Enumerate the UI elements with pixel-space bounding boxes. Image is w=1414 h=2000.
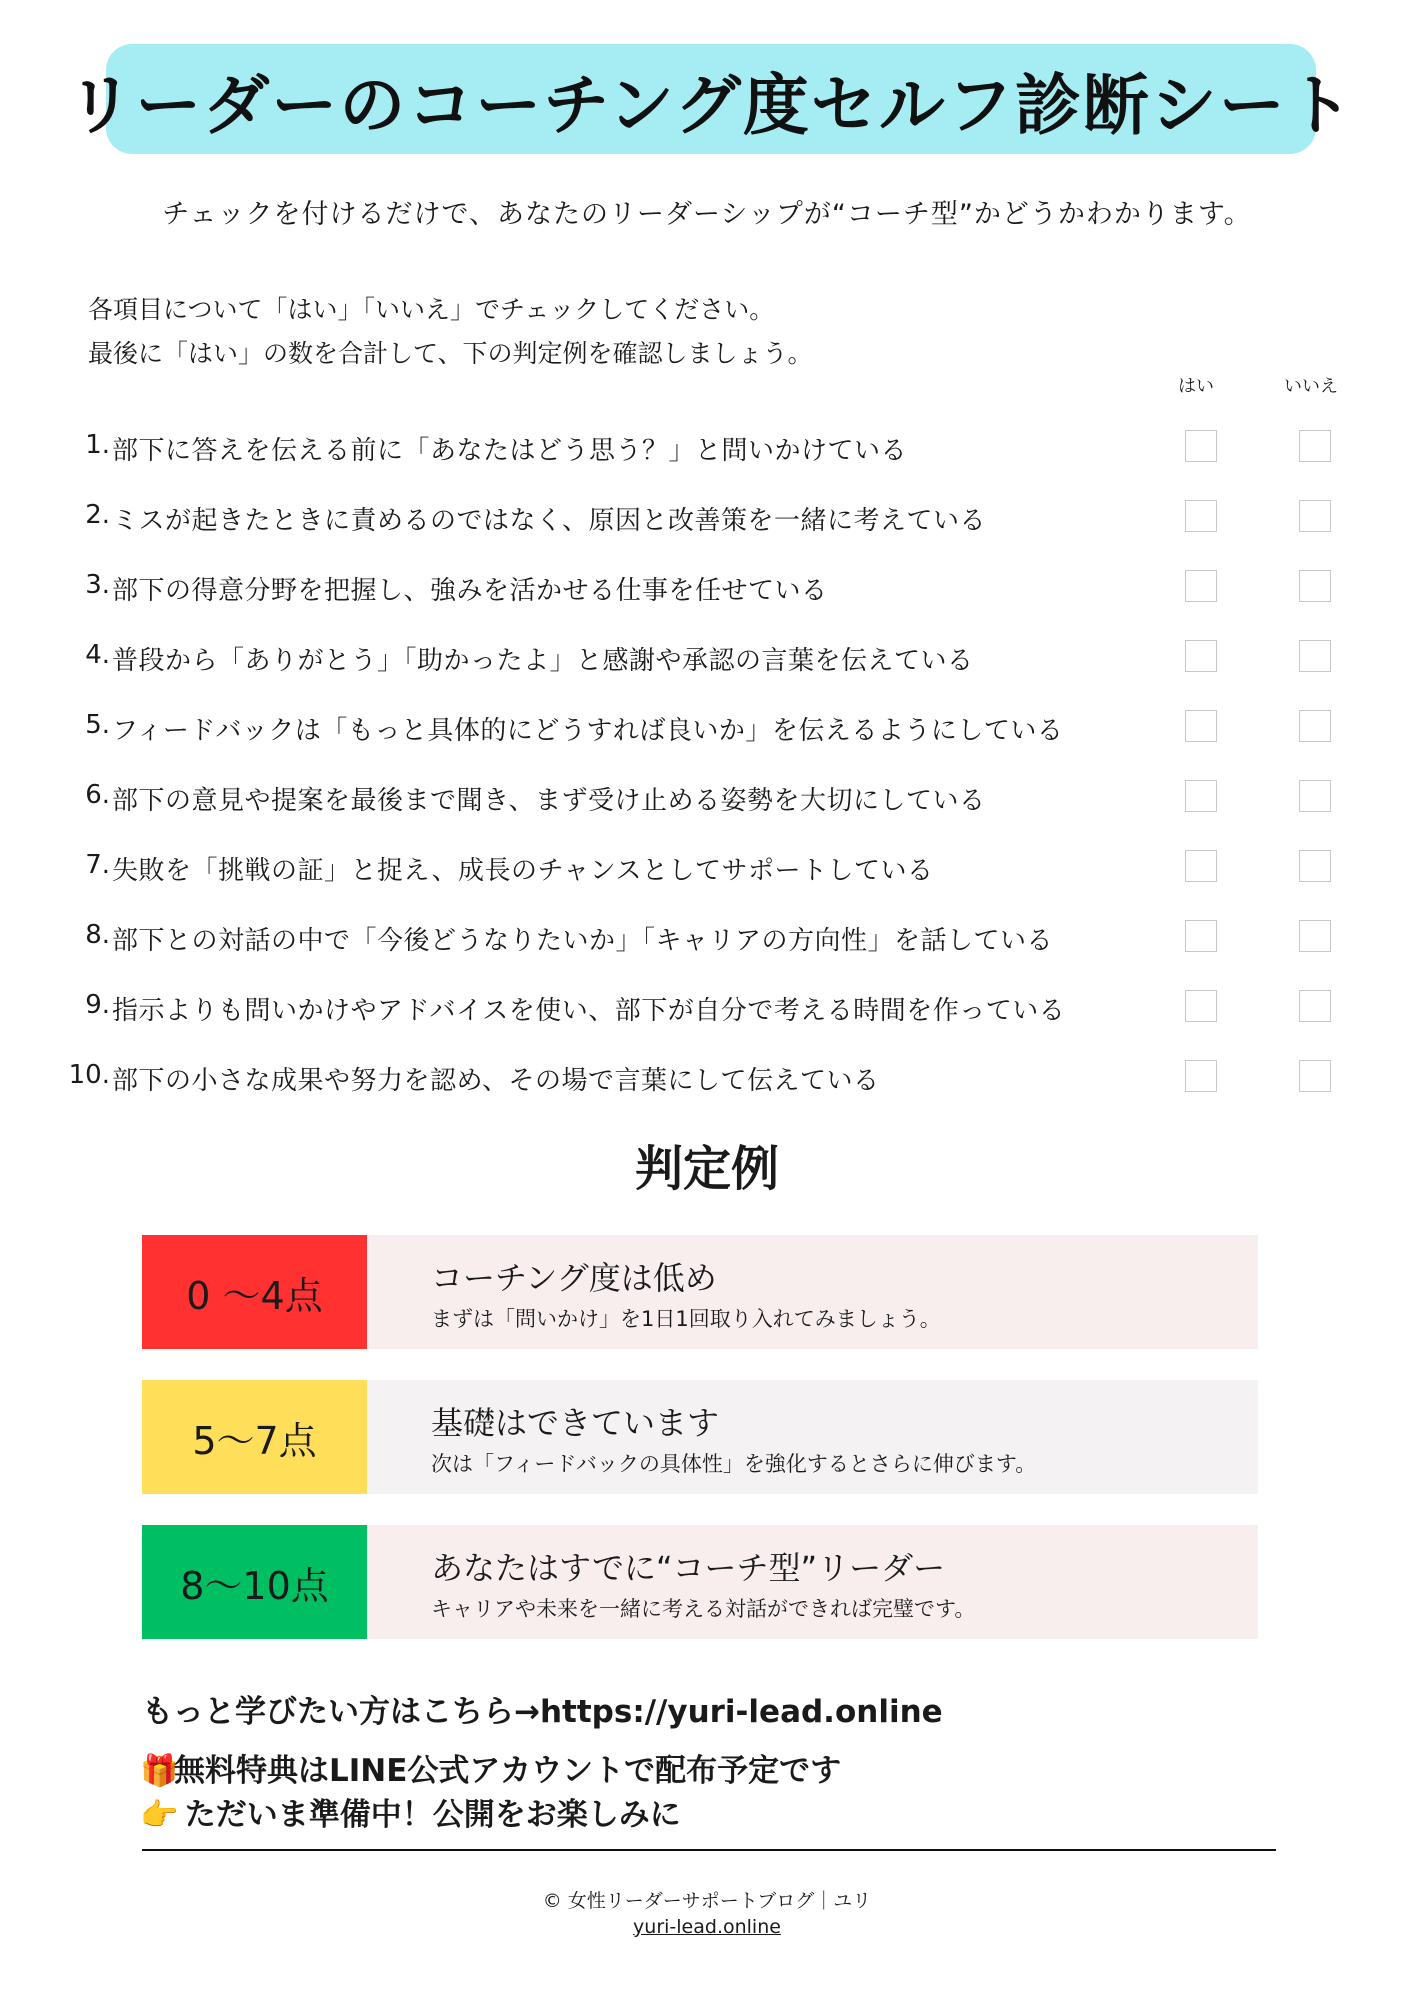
- question-number: 8.: [85, 920, 110, 950]
- question-number: 7.: [85, 850, 110, 880]
- question-row: [0, 850, 1414, 890]
- question-row: [0, 430, 1414, 470]
- no-checkbox[interactable]: [1299, 850, 1331, 882]
- judgement-description: 次は「フィードバックの具体性」を強化するとさらに伸びます。: [431, 1452, 1037, 1476]
- question-row: [0, 500, 1414, 540]
- question-text: フィードバックは「もっと具体的にどうすれば良いか」を伝えるようにしている: [112, 716, 1064, 746]
- question-text: 部下の小さな成果や努力を認め、その場で言葉にして伝えている: [112, 1066, 880, 1096]
- question-number: 5.: [85, 710, 110, 740]
- question-row: [0, 990, 1414, 1030]
- judgement-description: まずは「問いかけ」を1日1回取り入れてみましょう。: [431, 1307, 941, 1331]
- copyright: © 女性リーダーサポートブログ｜ユリ: [542, 1890, 872, 1912]
- question-text: 部下に答えを伝える前に「あなたはどう思う？」と問いかけている: [112, 436, 908, 466]
- yes-checkbox[interactable]: [1185, 640, 1217, 672]
- instruction-line-2: 最後に「はい」の数を合計して、下の判定例を確認しましょう。: [88, 339, 813, 368]
- footer-note-pointer: [140, 1789, 681, 1834]
- page-title: リーダーのコーチング度セルフ診断シート: [67, 66, 1355, 144]
- gift-icon: 🎁: [140, 1753, 179, 1789]
- question-number: 10.: [68, 1060, 110, 1090]
- question-row: [0, 570, 1414, 610]
- yes-checkbox[interactable]: [1185, 1060, 1217, 1092]
- no-checkbox[interactable]: [1299, 500, 1331, 532]
- question-number: 1.: [85, 430, 110, 460]
- no-checkbox[interactable]: [1299, 430, 1331, 462]
- question-text: 指示よりも問いかけやアドバイスを使い、部下が自分で考える時間を作っている: [112, 996, 1066, 1026]
- question-row: [0, 920, 1414, 960]
- judgement-body: [367, 1380, 1258, 1494]
- no-checkbox[interactable]: [1299, 780, 1331, 812]
- pointing-hand-icon: 👉: [140, 1797, 179, 1833]
- judgement-score: 5〜7点: [142, 1380, 367, 1494]
- judgement-heading: 基礎はできています: [431, 1404, 720, 1442]
- yes-checkbox[interactable]: [1185, 500, 1217, 532]
- instructions: [88, 288, 813, 376]
- no-checkbox[interactable]: [1299, 570, 1331, 602]
- site-link[interactable]: yuri-lead.online: [633, 1916, 781, 1938]
- no-checkbox[interactable]: [1299, 1060, 1331, 1092]
- question-row: [0, 1060, 1414, 1100]
- question-number: 6.: [85, 780, 110, 810]
- yes-checkbox[interactable]: [1185, 780, 1217, 812]
- question-text: ミスが起きたときに責めるのではなく、原因と改善策を一緒に考えている: [112, 506, 986, 536]
- question-number: 9.: [85, 990, 110, 1020]
- yes-checkbox[interactable]: [1185, 710, 1217, 742]
- yes-checkbox[interactable]: [1185, 430, 1217, 462]
- question-row: [0, 780, 1414, 820]
- judgement-description: キャリアや未来を一緒に考える対話ができれば完璧です。: [431, 1597, 976, 1621]
- question-number: 2.: [85, 500, 110, 530]
- footer-note-gift-text: 無料特典はLINE公式アカウントで配布予定です: [174, 1753, 842, 1789]
- judgement-title: 判定例: [634, 1141, 779, 1197]
- judgement-body: [367, 1235, 1258, 1349]
- judgement-heading: コーチング度は低め: [431, 1259, 717, 1297]
- question-row: [0, 710, 1414, 750]
- column-header-no: いいえ: [1284, 376, 1338, 397]
- question-number: 3.: [85, 570, 110, 600]
- yes-checkbox[interactable]: [1185, 850, 1217, 882]
- no-checkbox[interactable]: [1299, 640, 1331, 672]
- judgement-row: [142, 1235, 1258, 1349]
- subtitle: チェックを付けるだけで、あなたのリーダーシップが“コーチ型”かどうかわかります。: [162, 199, 1252, 230]
- column-header-yes: はい: [1178, 376, 1214, 397]
- question-text: 部下の得意分野を把握し、強みを活かせる仕事を任せている: [112, 576, 828, 606]
- title-banner: [67, 44, 1355, 154]
- footer-divider: [142, 1849, 1276, 1851]
- yes-checkbox[interactable]: [1185, 990, 1217, 1022]
- no-checkbox[interactable]: [1299, 920, 1331, 952]
- footer-link[interactable]: もっと学びたい方はこちら→https://yuri-lead.online: [142, 1694, 943, 1730]
- question-text: 普段から「ありがとう」「助かったよ」と感謝や承認の言葉を伝えている: [112, 646, 974, 676]
- yes-checkbox[interactable]: [1185, 570, 1217, 602]
- instruction-line-1: 各項目について「はい」「いいえ」でチェックしてください。: [88, 295, 775, 324]
- judgement-score: 8〜10点: [142, 1525, 367, 1639]
- no-checkbox[interactable]: [1299, 990, 1331, 1022]
- question-text: 部下の意見や提案を最後まで聞き、まず受け止める姿勢を大切にしている: [112, 786, 986, 816]
- footer-note-gift: [140, 1745, 841, 1790]
- question-text: 失敗を「挑戦の証」と捉え、成長のチャンスとしてサポートしている: [112, 856, 934, 886]
- judgement-row: [142, 1525, 1258, 1639]
- judgement-heading: あなたはすでに“コーチ型”リーダー: [431, 1549, 946, 1587]
- no-checkbox[interactable]: [1299, 710, 1331, 742]
- judgement-body: [367, 1525, 1258, 1639]
- judgement-score: 0 〜4点: [142, 1235, 367, 1349]
- yes-checkbox[interactable]: [1185, 920, 1217, 952]
- question-row: [0, 640, 1414, 680]
- question-text: 部下との対話の中で「今後どうなりたいか」「キャリアの方向性」を話している: [112, 926, 1054, 956]
- judgement-row: [142, 1380, 1258, 1494]
- footer-note-pointer-text: ただいま準備中！公開をお楽しみに: [184, 1797, 681, 1833]
- question-number: 4.: [85, 640, 110, 670]
